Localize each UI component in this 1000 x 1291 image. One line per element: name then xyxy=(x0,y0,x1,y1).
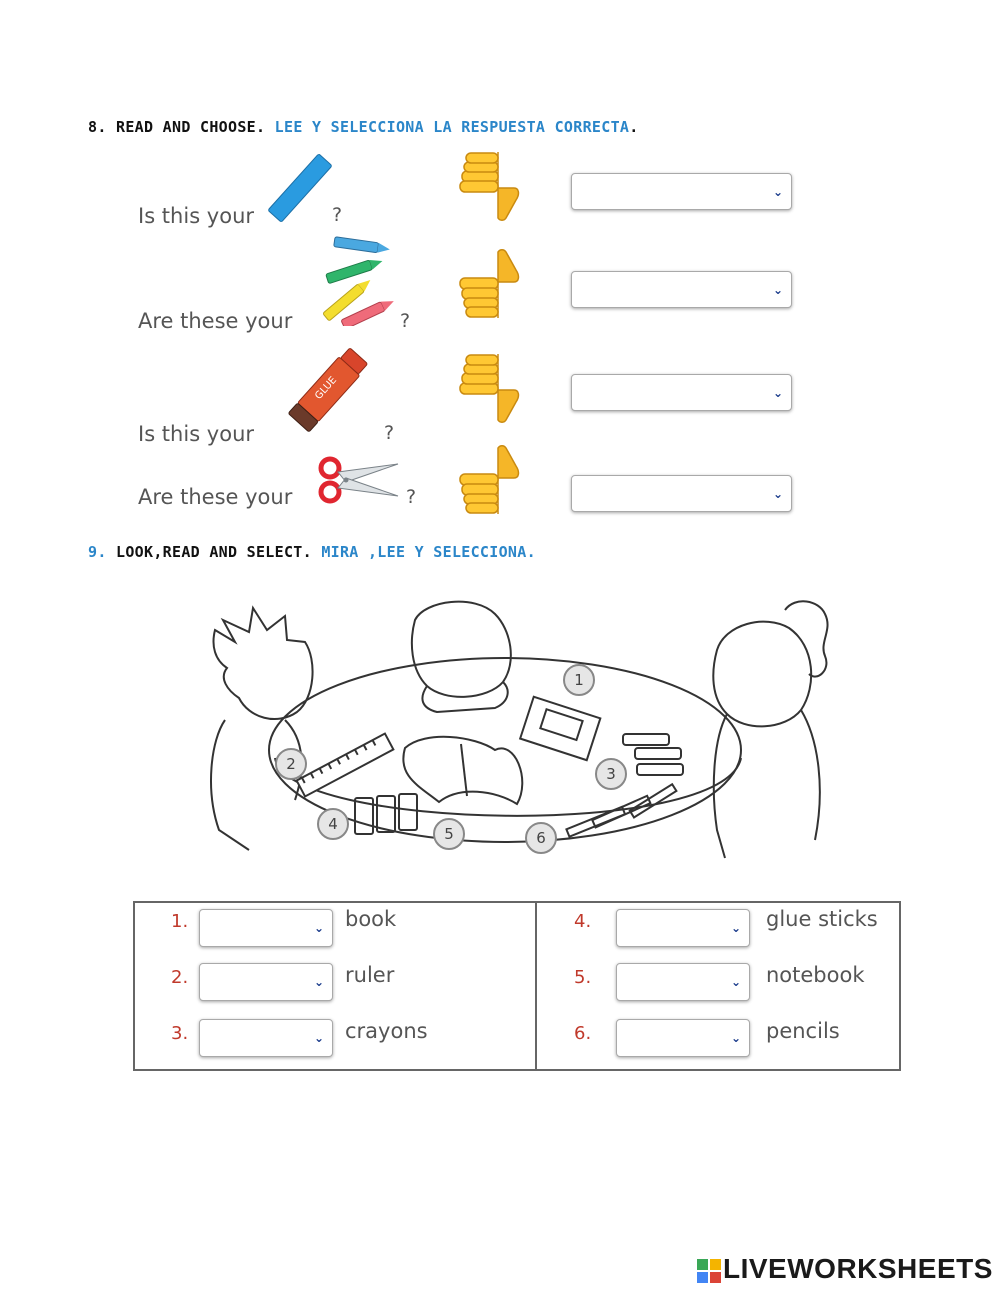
exercise-9-title-en: LOOK,READ AND SELECT. xyxy=(116,543,312,561)
table-select-1[interactable] xyxy=(199,909,333,947)
answer-select-4[interactable] xyxy=(571,475,792,512)
illustration-number-6: 6 xyxy=(536,829,546,847)
chevron-down-icon: ⌄ xyxy=(772,486,783,501)
table-divider xyxy=(535,903,537,1069)
glue-stick-icon xyxy=(282,340,374,440)
label-word-1: book xyxy=(345,907,397,931)
question-1-text: Is this your xyxy=(138,204,255,228)
illustration-number-2: 2 xyxy=(286,755,296,773)
exercise-8-title-end: . xyxy=(629,118,639,136)
table-select-2[interactable] xyxy=(199,963,333,1001)
label-word-5: notebook xyxy=(766,963,865,987)
classroom-table-illustration xyxy=(205,590,835,880)
exercise-9-heading xyxy=(88,543,536,561)
svg-text:GLUE: GLUE xyxy=(313,374,340,402)
chevron-down-icon: ⌄ xyxy=(313,1031,324,1045)
middle-boy-drawing xyxy=(412,602,511,697)
question-3-text: Is this your xyxy=(138,422,255,446)
chevron-down-icon: ⌄ xyxy=(772,385,783,400)
ruler-icon xyxy=(265,148,335,228)
answer-select-2[interactable] xyxy=(571,271,792,308)
answer-select-1[interactable] xyxy=(571,173,792,210)
label-number-2: 2. xyxy=(171,967,189,988)
question-4-text: Are these your xyxy=(138,485,293,509)
left-boy-drawing xyxy=(214,608,313,719)
crayons-icon xyxy=(318,234,398,326)
label-number-1: 1. xyxy=(171,911,189,932)
question-2-text: Are these your xyxy=(138,309,293,333)
label-number-3: 3. xyxy=(171,1023,189,1044)
label-word-4: glue sticks xyxy=(766,907,878,931)
question-3-mark: ? xyxy=(384,422,395,444)
label-word-3: crayons xyxy=(345,1019,428,1043)
exercise-9-title-es: MIRA ,LEE Y SELECCIONA. xyxy=(321,543,536,561)
chevron-down-icon: ⌄ xyxy=(313,921,324,935)
exercise-8-number: 8. xyxy=(88,118,107,136)
thumbs-down-icon xyxy=(452,150,528,222)
exercise-8-title-es: LEE Y SELECCIONA LA RESPUESTA CORRECTA xyxy=(274,118,630,136)
question-1-mark: ? xyxy=(332,204,343,226)
answer-table xyxy=(133,901,901,1071)
logo-mark-icon xyxy=(697,1259,721,1283)
right-girl-drawing xyxy=(713,622,811,727)
chevron-down-icon: ⌄ xyxy=(772,282,783,297)
chevron-down-icon: ⌄ xyxy=(730,1031,741,1045)
question-4-mark: ? xyxy=(406,486,417,508)
chevron-down-icon: ⌄ xyxy=(730,921,741,935)
label-number-5: 5. xyxy=(574,967,592,988)
chevron-down-icon: ⌄ xyxy=(772,184,783,199)
thumbs-up-icon xyxy=(452,248,528,320)
illustration-number-1: 1 xyxy=(574,671,584,689)
table-select-3[interactable] xyxy=(199,1019,333,1057)
label-number-4: 4. xyxy=(574,911,592,932)
question-2-mark: ? xyxy=(400,310,411,332)
answer-select-3[interactable] xyxy=(571,374,792,411)
chevron-down-icon: ⌄ xyxy=(313,975,324,989)
chevron-down-icon: ⌄ xyxy=(730,975,741,989)
exercise-8-heading xyxy=(88,118,639,136)
table-select-4[interactable] xyxy=(616,909,750,947)
exercise-8-title-en: READ AND CHOOSE. xyxy=(116,118,266,136)
thumbs-down-icon xyxy=(452,352,528,424)
illustration-number-4: 4 xyxy=(328,815,338,833)
scissors-icon xyxy=(316,456,400,504)
illustration-number-3: 3 xyxy=(606,765,616,783)
table-select-5[interactable] xyxy=(616,963,750,1001)
logo-text: LIVEWORKSHEETS xyxy=(723,1253,993,1284)
thumbs-up-icon xyxy=(452,444,528,516)
label-word-6: pencils xyxy=(766,1019,840,1043)
label-number-6: 6. xyxy=(574,1023,592,1044)
table-select-6[interactable] xyxy=(616,1019,750,1057)
label-word-2: ruler xyxy=(345,963,395,987)
exercise-9-number: 9. xyxy=(88,543,107,561)
illustration-number-5: 5 xyxy=(444,825,454,843)
